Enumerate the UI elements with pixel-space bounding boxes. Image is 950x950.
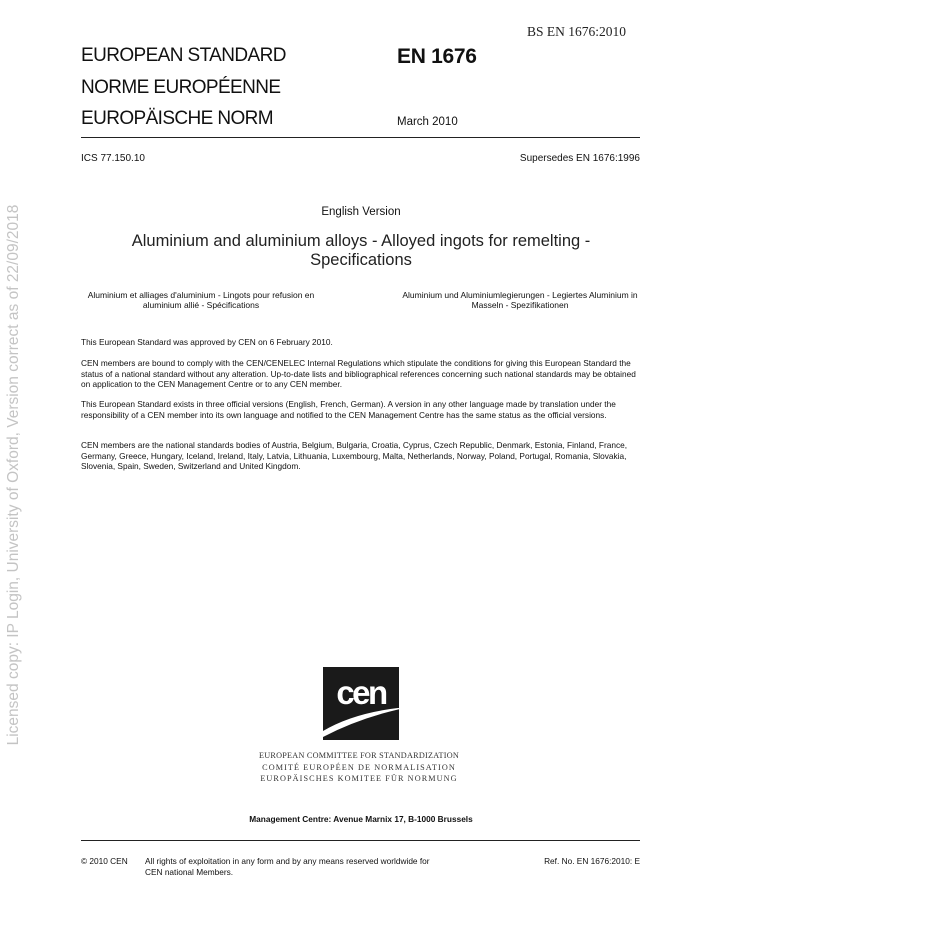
- document-title: Aluminium and aluminium alloys - Alloyed ingots for remelting - Specifications: [131, 232, 591, 269]
- committee-name-french: COMITÉ EUROPÉEN DE NORMALISATION: [262, 763, 456, 772]
- members-paragraph: CEN members are the national standards bodies of Austria, Belgium, Bulgaria, Croatia, Cyprus, Czech Republic, Denmark, Estonia, Finland, France, Germany, Greece, Hungary, Iceland, Ireland, Italy, Latvia, Lithuania, Luxembourg, Malta, Netherlands, Norway, Poland, Portugal, Romania, Slovakia, Slovenia, Spain, Sweden, Switzerland and United Kingdom.: [81, 440, 628, 471]
- cen-logo: [323, 667, 399, 740]
- reference-number: Ref. No. EN 1676:2010: E: [544, 856, 640, 866]
- footer-divider: [81, 840, 640, 841]
- ics-code: ICS 77.150.10: [81, 153, 145, 164]
- title-german: Aluminium und Aluminiumlegierungen - Legiertes Aluminium in Masseln - Spezifikationen: [402, 290, 638, 310]
- committee-name-english: EUROPEAN COMMITTEE FOR STANDARDIZATION: [258, 751, 460, 760]
- cen-logo-text: cen: [336, 674, 386, 711]
- header-divider: [81, 137, 640, 138]
- watermark-license: Licensed copy: IP Login, University of Oxford, Version correct as of 22/09/2018: [5, 204, 22, 746]
- standard-title-french: NORME EUROPÉENNE: [81, 77, 281, 98]
- rights-statement: All rights of exploitation in any form and by any means reserved worldwide for CEN national Members.: [145, 856, 430, 877]
- publication-date: March 2010: [397, 116, 458, 128]
- supersedes-note: Supersedes EN 1676:1996: [519, 153, 640, 164]
- committee-name-german: EUROPÄISCHES KOMITEE FÜR NORMUNG: [260, 774, 458, 783]
- standard-title-german: EUROPÄISCHE NORM: [81, 108, 274, 129]
- versions-paragraph: This European Standard exists in three official versions (English, French, German). A version in any other language made by translation under the responsibility of a CEN member into its own language and notified to the CEN Management Centre has the same status as the official versions.: [81, 399, 616, 420]
- management-centre-address: Management Centre: Avenue Marnix 17, B-1000 Brussels: [249, 814, 473, 824]
- approval-paragraph: This European Standard was approved by CEN on 6 February 2010.: [81, 337, 333, 347]
- compliance-paragraph: CEN members are bound to comply with the CEN/CENELEC Internal Regulations which stipulate the conditions for giving this European Standard the status of a national standard without any alteration. Up-to-date lists and bibliographical references concerning such national standards may be obtained on application to the CEN Management Centre or to any CEN member.: [81, 358, 636, 389]
- standard-number: EN 1676: [397, 45, 477, 68]
- copyright-notice: © 2010 CEN: [81, 856, 128, 866]
- version-label: English Version: [321, 206, 401, 218]
- document-reference: BS EN 1676:2010: [527, 24, 627, 39]
- title-french: Aluminium et alliages d'aluminium - Lingots pour refusion en aluminium allié - Spécifications: [87, 290, 315, 310]
- standard-title-english: EUROPEAN STANDARD: [81, 45, 286, 66]
